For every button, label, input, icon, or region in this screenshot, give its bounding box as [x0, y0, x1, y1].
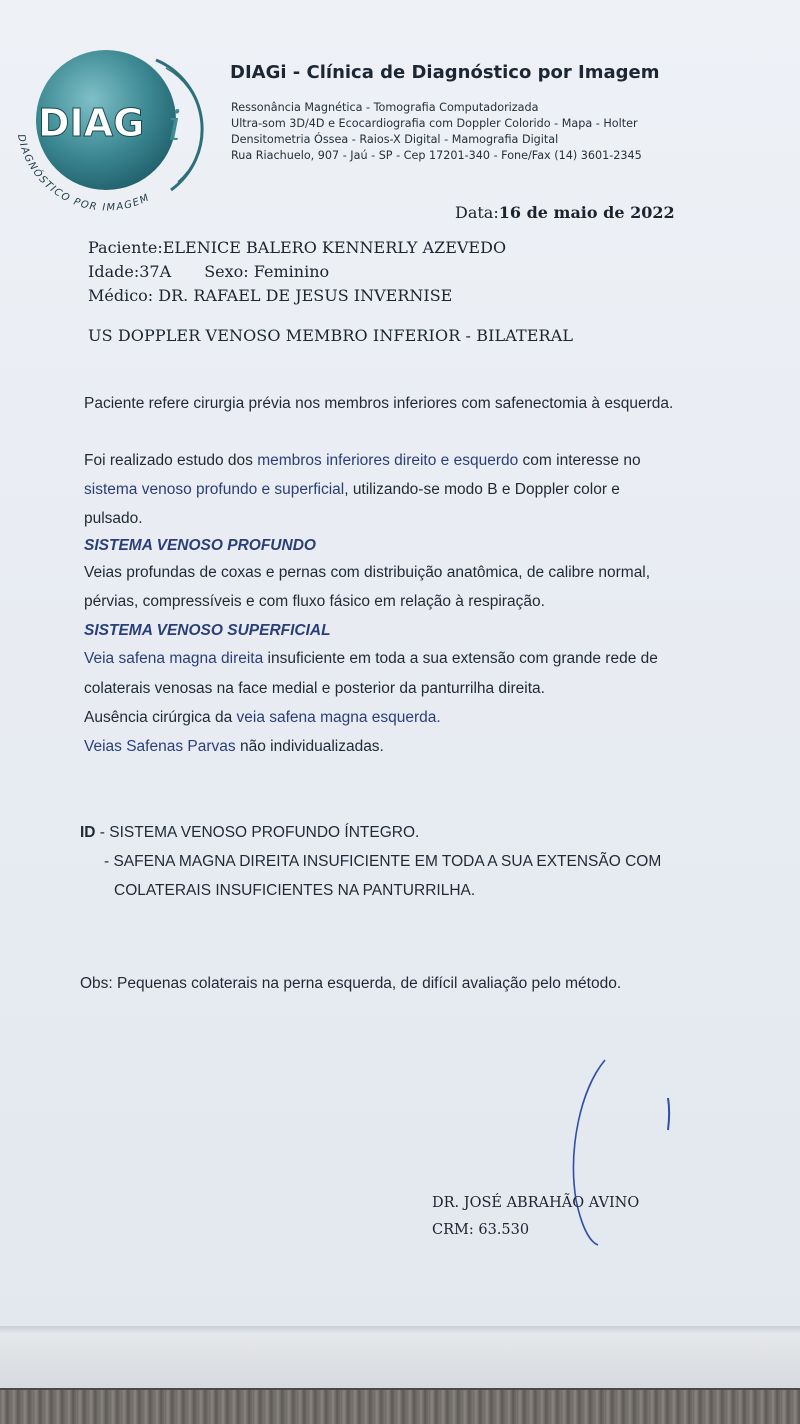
diagi-logo: [6, 40, 226, 220]
signer-crm: CRM: 63.530: [432, 1222, 530, 1238]
patient-name: ELENICE BALERO KENNERLY AZEVEDO: [162, 238, 507, 257]
patient-age-label: Idade:: [88, 262, 140, 281]
doctor-row: [88, 284, 506, 308]
exam-title: US DOPPLER VENOSO MEMBRO INFERIOR - BILATERAL: [88, 326, 574, 345]
superficial-line-3: [84, 709, 441, 727]
patient-age: 37A: [139, 262, 172, 281]
superficial-highlight: Veia safena magna direita: [84, 650, 264, 667]
method-line-3: pulsado.: [84, 510, 143, 527]
method-highlight: sistema venoso profundo e superficial: [84, 481, 345, 498]
date-label: Data:: [455, 203, 499, 222]
superficial-line-2: colaterais venosas na face medial e posterior da panturrilha direita.: [84, 680, 545, 697]
patient-info: [88, 236, 506, 308]
superficial-text: não individualizadas.: [235, 738, 384, 755]
page-edge: [0, 1326, 800, 1334]
service-line-1: Ressonância Magnética - Tomografia Computadorizada: [231, 101, 539, 114]
superficial-line-1: [84, 650, 658, 668]
patient-sex-label: Sexo:: [204, 262, 249, 281]
service-line-2: Ultra-som 3D/4D e Ecocardiografia com Doppler Colorido - Mapa - Holter: [231, 117, 638, 130]
background-surface: [0, 1334, 800, 1388]
superficial-text: Ausência cirúrgica da: [84, 709, 237, 726]
impression-text: - SISTEMA VENOSO PROFUNDO ÍNTEGRO.: [95, 824, 420, 841]
deep-line-2: pérvias, compressíveis e com fluxo fásico em relação à respiração.: [84, 593, 545, 610]
impression-line-2: - SAFENA MAGNA DIREITA INSUFICIENTE EM TODA A SUA EXTENSÃO COM: [104, 853, 662, 870]
superficial-highlight: Veias Safenas Parvas: [84, 738, 236, 755]
method-line-1: [84, 452, 641, 470]
logo-i-mark: i: [168, 101, 182, 150]
superficial-highlight: veia safena magna esquerda.: [236, 709, 441, 726]
deep-line-1: Veias profundas de coxas e pernas com distribuição anatômica, de calibre normal,: [84, 564, 651, 581]
background-table: [0, 1388, 800, 1424]
service-line-3: Densitometria Óssea - Raios-X Digital - Mamografia Digital: [231, 133, 559, 146]
date-value: 16 de maio de 2022: [498, 203, 675, 222]
deep-system-heading: SISTEMA VENOSO PROFUNDO: [84, 537, 316, 554]
method-highlight: membros inferiores direito e esquerdo: [257, 452, 519, 469]
impression-line-1: [80, 824, 419, 842]
patient-age-sex-row: [88, 260, 506, 284]
report-date: [455, 203, 675, 222]
clinic-services: [231, 100, 642, 164]
method-text: , utilizando-se modo B e Doppler color e: [344, 481, 620, 498]
patient-name-row: [88, 236, 506, 260]
patient-sex-group: [204, 260, 329, 284]
superficial-text: insuficiente em toda a sua extensão com grande rede de: [263, 650, 658, 667]
clinic-address: Rua Riachuelo, 907 - Jaú - SP - Cep 17201-340 - Fone/Fax (14) 3601-2345: [231, 149, 642, 162]
clinic-name: DIAGi - Clínica de Diagnóstico por Imagem: [230, 62, 660, 83]
history-text: Paciente refere cirurgia prévia nos membros inferiores com safenectomia à esquerda.: [84, 395, 674, 412]
method-line-2: [84, 481, 620, 499]
impression-label: ID: [80, 824, 96, 841]
logo-text: DIAG: [38, 101, 145, 145]
observation-text: Obs: Pequenas colaterais na perna esquerda, de difícil avaliação pelo método.: [80, 975, 622, 992]
superficial-line-4: [84, 738, 384, 756]
superficial-system-heading: SISTEMA VENOSO SUPERFICIAL: [84, 622, 331, 639]
patient-sex: Feminino: [253, 262, 330, 281]
signer-block: [432, 1190, 639, 1244]
method-text: Foi realizado estudo dos: [84, 452, 258, 469]
doctor-name: DR. RAFAEL DE JESUS INVERNISE: [158, 286, 453, 305]
doctor-label: Médico:: [88, 286, 154, 305]
logo-ring-textpath: DIAGNÓSTICO POR IMAGEM: [14, 133, 152, 214]
method-text: com interesse no: [518, 452, 641, 469]
signer-name: DR. JOSÉ ABRAHÃO AVINO: [432, 1195, 640, 1211]
patient-name-label: Paciente:: [88, 238, 163, 257]
impression-line-3: COLATERAIS INSUFICIENTES NA PANTURRILHA.: [114, 882, 476, 899]
